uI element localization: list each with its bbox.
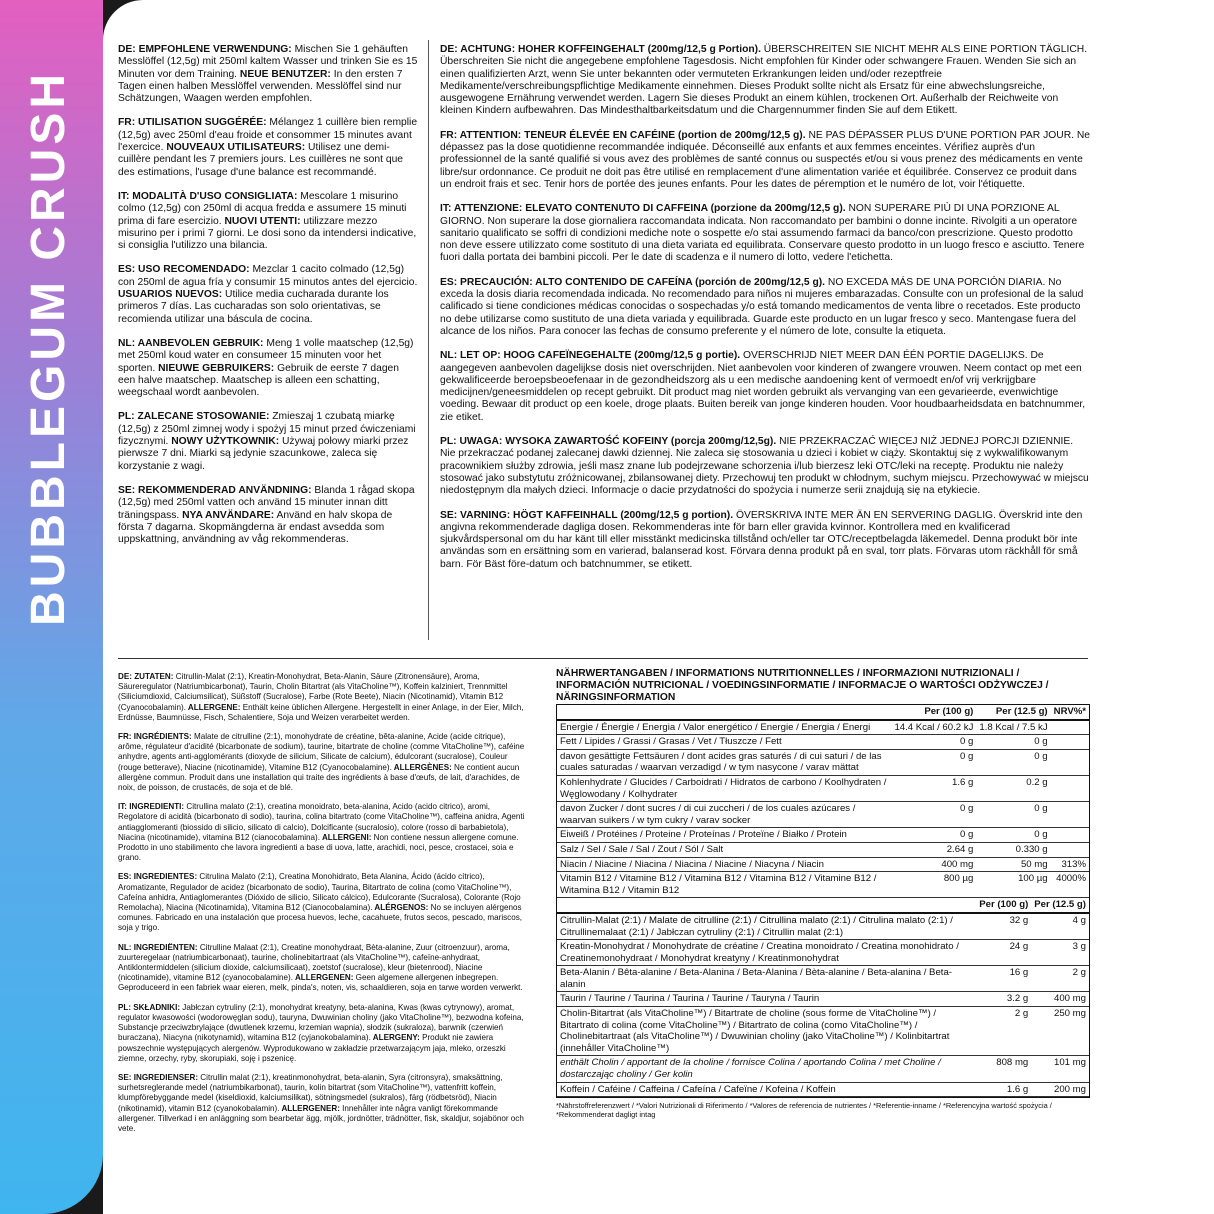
ingredients-paragraph bbox=[118, 943, 528, 994]
usage-column bbox=[118, 44, 418, 558]
nutrition-row bbox=[557, 842, 1089, 857]
usage-paragraph bbox=[118, 44, 418, 105]
ingredients-label: ALLERGENI: bbox=[320, 832, 372, 842]
ingredients-paragraph bbox=[118, 872, 528, 933]
usage-label: NUOVI UTENTI: bbox=[221, 215, 301, 227]
usage-label: SE: REKOMMENDERAD ANVÄNDNING: bbox=[118, 484, 312, 496]
warning-text: NON SUPERARE PIÙ DI UNA PORZIONE AL GIORNO. Non superare la dose giornaliera raccomandata indicata. Non raccomandato per bambini o donne incinte. Rivolgiti a un operatore sanitario qualificato se soffri di condizioni mediche note o sospette e/o stai assumendo farmaci da banco/con prescrizione. Questo prodotto non deve essere utilizzato come sostituto di una dieta variata ed equilibrata. Conservare questo prodotto in un luogo fresco e asciutto. Tenere fuori dalla portata dei bambini piccoli. Per le date di scadenza e il numero di lotto, vedere l'etichetta. bbox=[440, 203, 1085, 264]
nutrient-per100: 2.64 g bbox=[891, 842, 976, 857]
ingredients-label: FR: INGRÉDIENTS: bbox=[118, 732, 192, 742]
active-ingredient-row bbox=[557, 1007, 1089, 1056]
warning-label: ES: PRECAUCIÓN: ALTO CONTENIDO DE CAFEÍNA (porción de 200mg/12,5 g). bbox=[440, 276, 826, 288]
warning-text: ÜBERSCHREITEN SIE NICHT MEHR ALS EINE PORTION TÄGLICH. Überschreiten Sie nicht die angegebene empfohlene Tagesdosis. Nicht empfohlen für Kinder oder schwangere Frauen. Wenden Sie sich an einen qualifizierten Arzt, wenn Sie unter bekannten oder vermuteten Erkrankungen leiden und/oder rezeptfreie Medikamente/verschreibungspflichtige Medikamente einnehmen. Dieses Produkt sollte nicht als Ersatz für eine abwechslungsreiche, ausgewogene Ernährung verwendet werden. Lagern Sie dieses Produkt an einem kühlen, trockenen Ort. Außerhalb der Reichweite von kleinen Kindern aufbewahren. Das Mindesthaltbarkeitsdatum und die Chargennummer finden Sie auf dem Etikett. bbox=[440, 44, 1088, 117]
usage-text: Mezclar 1 cacito colmado (12,5g) con 250ml de agua fría y consumir 15 minutos antes del ejercicio. bbox=[118, 264, 418, 288]
usage-paragraph bbox=[118, 264, 418, 325]
usage-paragraph bbox=[118, 117, 418, 178]
usage-text: In den ersten 7 Tagen einen halben Messlöffel verwenden. Messlöffel sind nur Schätzungen, Waagen werden empfohlen. bbox=[118, 68, 403, 105]
header-per125: Per (12.5 g) bbox=[976, 705, 1050, 720]
ingredients-label: ALLERGENE: bbox=[185, 702, 241, 712]
ingredients-label: ALLERGENEN: bbox=[293, 973, 354, 983]
usage-text: Mescolare 1 misurino colmo (12,5g) con 250ml di acqua fredda e assumere 15 minuti prima di fare esercizio. bbox=[118, 190, 407, 227]
usage-label: PL: ZALECANE STOSOWANIE: bbox=[118, 411, 270, 423]
ingredients-label: NL: INGREDIËNTEN: bbox=[118, 942, 198, 952]
nutrient-nrv: 4000% bbox=[1051, 872, 1089, 898]
header-per100: Per (100 g) bbox=[976, 898, 1031, 913]
nutrition-row bbox=[557, 720, 1089, 735]
active-ingredient-name: Beta-Alanin / Bêta-alanine / Beta-Alanina / Beta-Alanina / Bèta-alanine / Beta-alanina / Beta-alanin bbox=[557, 966, 976, 992]
nutrient-name: Kohlenhydrate / Glucides / Carboidrati / Hidratos de carbono / Koolhydraten / Węglowodany / Kolhydrater bbox=[557, 775, 891, 801]
ingredients-paragraph bbox=[118, 802, 528, 863]
ingredients-text: No se incluyen alérgenos comunes. Fabricado en una instalación que procesa huevos, leche, cacahuete, frutos secos, pescado, mariscos, soja y trigo. bbox=[118, 903, 523, 933]
nutrition-title: NÄHRWERTANGABEN / INFORMATIONS NUTRITIONNELLES / INFORMAZIONI NUTRIZIONALI / INFORMACIÓN NUTRICIONAL / VOEDINGSINFORMATIE / INFORMACJE O WARTOŚCI ODŻYWCZEJ / NÄRINGSINFORMATION bbox=[556, 668, 1049, 703]
brand-name-vertical bbox=[0, 0, 103, 710]
ingredients-label: ALLERGENER: bbox=[279, 1103, 340, 1113]
ingredients-label: ALÉRGENOS: bbox=[372, 903, 429, 913]
usage-paragraph bbox=[118, 411, 418, 472]
usage-text: Mischen Sie 1 gehäuften Messlöffel (12,5g) mit 250ml kaltem Wasser und trinken Sie es 15 Minuten vor dem Training. bbox=[118, 44, 418, 80]
active-ingredient-row bbox=[557, 992, 1089, 1007]
warning-paragraph bbox=[440, 44, 1090, 118]
usage-paragraph bbox=[118, 485, 418, 546]
nutrient-per125: 0.2 g bbox=[976, 775, 1050, 801]
active-per125: 200 mg bbox=[1031, 1082, 1089, 1097]
nutrition-panel bbox=[556, 668, 1090, 1119]
ingredients-paragraph bbox=[118, 1073, 528, 1134]
ingredients-text: Malate de citrulline (2:1), monohydrate de créatine, bêta-alanine, Acide (acide citrique), arôme, régulateur d'acidité (bicarbonate de sodium), taurine, bitartrate de choline (comme VitaCholine™), caféine anhydre, agents anti-agglomérants (dioxyde de silicium, Silicate de calcium), édulcorant (sucralose), Couleur (rouge betterave), Niacine (nicotinamide), Vitamine B12 (Cyanocobalamine). bbox=[118, 732, 525, 772]
nutrient-per100: 400 mg bbox=[891, 857, 976, 872]
nutrient-nrv: 313% bbox=[1051, 857, 1089, 872]
ingredients-text: Jabłczan cytruliny (2:1), monohydrat kreatyny, beta-alanina, Kwas (kwas cytrynowy), aromat, regulator kwasowości (wodorowęglan sodu), tauryna, Dwuwinian choliny (jako VitaCholine™), bezwodna kofeina, Substancje przeciwzbrylające (dwutlenek krzemu, krzemian wapnia), słodzik (sukraloza), barwnik (czerwień buraczana), Niacyna (nikotynamid), witamina B12 (cyjanokobalamina). bbox=[118, 1002, 524, 1043]
nutrient-per125: 0.330 g bbox=[976, 842, 1050, 857]
ingredients-text: Geen algemene allergenen inbegrepen. Geproduceerd in een fabriek waar eieren, melk, pinda's, noten, vis, schaaldieren, soja en tarwe worden verwerkt. bbox=[118, 973, 523, 993]
usage-label: NOUVEAUX UTILISATEURS: bbox=[163, 142, 306, 154]
nutrient-name: Vitamin B12 / Vitamine B12 / Vitamina B12 / Vitamina B12 / Vitamine B12 / Witamina B12 / Vitamin B12 bbox=[557, 872, 891, 898]
usage-text: Använd en halv skopa de första 7 dagarna. Skopmängderna är endast avsedda som uppskattning, användning av våg rekommenderas. bbox=[118, 509, 393, 546]
nutrient-per125: 100 µg bbox=[976, 872, 1050, 898]
active-per100: 32 g bbox=[976, 913, 1031, 940]
active-per100: 808 mg bbox=[976, 1056, 1031, 1082]
ingredients-text: Enthält keine üblichen Allergene. Hergestellt in einer Anlage, in der Eier, Milch, Erdnüsse, Baumnüsse, Fisch, Schalentiere, Soja und Weizen verarbeitet werden. bbox=[118, 702, 524, 722]
usage-label: DE: EMPFOHLENE VERWENDUNG: bbox=[118, 44, 292, 55]
nrv-footnote: *Nährstoffreferenzwert / *Valori Nutrizionali di Riferimento / *Valores de referencia de nutrientes / *Referentie-inname / *Referencyjna wartość spożycia / *Rekommenderat dagligt intag bbox=[556, 1101, 1052, 1120]
nutrient-per100: 1.6 g bbox=[891, 775, 976, 801]
header-per100: Per (100 g) bbox=[891, 705, 976, 720]
header-per125: Per (12.5 g) bbox=[1031, 898, 1089, 913]
nutrient-name: Fett / Lipides / Grassi / Grasas / Vet / Tłuszcze / Fett bbox=[557, 735, 891, 750]
active-per100: 16 g bbox=[976, 966, 1031, 992]
usage-text: utilizzare mezzo misurino per i primi 7 giorni. Le dosi sono da intendersi indicative, si consiglia l'utilizzo una bilancia. bbox=[118, 215, 417, 252]
warning-text: NIE PRZEKRACZAĆ WIĘCEJ NIŻ JEDNEJ PORCJI DZIENNIE. Nie przekraczać podanej zalecanej dawki dziennej. Nie zaleca się stosowania u dzieci i kobiet w ciąży. Skontaktuj się z wykwalifikowanym pracownikiem służby zdrowia, jeśli masz znane lub podejrzewane schorzenia i/lub bierzesz leki OTC/leki na receptę. Produktu nie należy stosować jako substytutu zróżnicowanej, zbilansowanej diety. Przechowuj ten produkt w chłodnym, suchym miejscu. Przechowywać w miejscu niedostępnym dla małych dzieci. Informacje o dacie przydatności do spożycia i numerze serii znajdują się na etykiecie. bbox=[440, 436, 1089, 497]
ingredients-paragraph bbox=[118, 1003, 528, 1064]
active-ingredient-name: Citrullin-Malat (2:1) / Malate de citrulline (2:1) / Citrullina malato (2:1) / Citrulina malato (2:1) / Citrullinemalaat (2:1) / Jabłczan cytruliny (2:1) / Citrullin malat (2:1) bbox=[557, 913, 976, 940]
active-ingredients-table bbox=[557, 898, 1089, 1097]
nutrient-name: Salz / Sel / Sale / Sal / Zout / Sól / Salt bbox=[557, 842, 891, 857]
nutrition-row bbox=[557, 775, 1089, 801]
active-per100: 3.2 g bbox=[976, 992, 1031, 1007]
ingredients-label: ALLERGÈNES: bbox=[391, 762, 452, 772]
column-divider bbox=[428, 40, 429, 640]
header-empty bbox=[557, 898, 976, 913]
warning-paragraph bbox=[440, 350, 1090, 424]
usage-label: NYA ANVÄNDARE: bbox=[179, 509, 275, 521]
nutrition-row bbox=[557, 857, 1089, 872]
ingredients-label: PL: SKŁADNIKI: bbox=[118, 1002, 181, 1012]
warning-text: NO EXCEDA MÁS DE UNA PORCIÓN DIARIA. No exceda la dosis diaria recomendada indicada. No recomendado para niños ni mujeres embarazadas. Consulte con un profesional de la salud calificado si tiene condiciones médicas conocidas o sospechadas y/o está tomando medicamentos de venta libre o recetados. Este producto no debe utilizarse como sustituto de una dieta variada y equilibrada. Guarde este producto en un lugar fresco y seco. Mantengase fuera del alcance de los niños. Para conocer las fechas de consumo preferente y el número de lote, consulte la etiqueta. bbox=[440, 276, 1084, 337]
nutrient-name: davon Zucker / dont sucres / di cui zuccheri / de los cuales azúcares / waarvan suikers / w tym cukry / varav socker bbox=[557, 802, 891, 828]
active-ingredient-name: enthält Cholin / apportant de la choline / fornisce Colina / aportando Colina / met Choline / dostarczając choliny / Ger kolin bbox=[557, 1056, 976, 1082]
active-per125: 4 g bbox=[1031, 913, 1089, 940]
ingredients-text: Citrullin-Malat (2:1), Kreatin-Monohydrat, Beta-Alanin, Säure (Zitronensäure), Aroma, Säureregulator (Natriumbicarbonat), Taurin, Cholin Bitartrat (als VitaCholine™), Koffein kalziniert, Trennmittel (Siliciumdioxid, Calciumsilicat), Süßstoff (Sucralose), Farbe (Rote Beete), Niacin (Nicotinamid), Vitamin B12 (Cyanocobalamin). bbox=[118, 672, 508, 712]
active-per125: 400 mg bbox=[1031, 992, 1089, 1007]
warning-label: DE: ACHTUNG: HOHER KOFFEINGEHALT (200mg/12,5 g Portion). bbox=[440, 44, 761, 55]
nutrient-name: davon gesättigte Fettsäuren / dont acides gras saturés / di cui saturi / de las cuales saturadas / waarvan verzadigd / w tym nasycone / varav mättat bbox=[557, 749, 891, 775]
ingredients-label: SE: INGREDIENSER: bbox=[118, 1072, 199, 1082]
active-header-row bbox=[557, 898, 1089, 913]
active-ingredient-name: Taurin / Taurine / Taurina / Taurina / Taurine / Tauryna / Taurin bbox=[557, 992, 976, 1007]
ingredients-text: Citrullina malato (2:1), creatina monoidrato, beta-alanina, Acido (acido citrico), aromi, Regolatore di acidità (bicarbonato di sodio), taurina, colina bitartrato (come VitaCholine™), caffeina anidra, Agenti antiagglomeranti (biossido di silicio, silicato di calcio), Dolcificante (sucralosio), colore (rosso di barbabietola), Niacina (nicotinamide), vitamina B12 (cianocobalamina). bbox=[118, 802, 525, 842]
active-per100: 24 g bbox=[976, 940, 1031, 966]
usage-label: IT: MODALITÀ D'USO CONSIGLIATA: bbox=[118, 190, 298, 202]
active-per125: 101 mg bbox=[1031, 1056, 1089, 1082]
active-ingredient-name: Kreatin-Monohydrat / Monohydrate de créatine / Creatina monoidrato / Creatina monohidrato / Creatinemonohydraat / Monohydrat kreatyny / Kreatinmonohydrat bbox=[557, 940, 976, 966]
ingredients-text: Citrullin malat (2:1), kreatinmonohydrat, beta-alanin, Syra (citronsyra), smaksättning, surhetsreglerande medel (natriumbikarbonat), taurin, kolin bitartrat (som VitaCholine™), vattenfritt koffein, klumpförebyggande medel (kiseldioxid, kalciumsilikat), sötningsmedel (sukralos), färg (rödbetsröd), Niacin (nikotinamid), vitamin B12 (cyanokobalamin). bbox=[118, 1072, 503, 1113]
active-per100: 1.6 g bbox=[976, 1082, 1031, 1097]
warning-paragraph bbox=[440, 130, 1090, 191]
ingredients-text: Citrulline Malaat (2:1), Creatine monohydraat, Bèta-alanine, Zuur (citroenzuur), aroma, zuurteregelaar (natriumbicarbonaat), taurine, cholinebitartraat (als VitaCholine™), cafeïne-anhydraat, Antiklontermiddelen (silicium dioxide, calciumsilicaat), zoetstof (sucralose), kleur (bietenrood), Niacine (nicotinamide), vitamine B12 (cyanocobalamine). bbox=[118, 942, 510, 983]
warning-paragraph bbox=[440, 510, 1090, 571]
nutrient-nrv bbox=[1051, 802, 1089, 828]
ingredients-text: Non contiene nessun allergene comune. Prodotto in uno stabilimento che lavora ingredienti a base di uova, latte, arachidi, noci, pesce, crostacei, soia e grano. bbox=[118, 832, 519, 863]
nutrient-name: Eiweiß / Protéines / Proteine / Proteínas / Proteïne / Białko / Protein bbox=[557, 828, 891, 843]
ingredients-label: IT: INGREDIENTI: bbox=[118, 802, 185, 812]
nutrition-table bbox=[557, 705, 1089, 898]
warning-paragraph bbox=[440, 436, 1090, 497]
active-ingredient-row bbox=[557, 913, 1089, 940]
usage-text: Zmieszaj 1 czubatą miarkę (12,5g) z 250ml zimnej wody i spożyj 15 minut przed ćwiczeniami fizycznymi. bbox=[118, 411, 416, 448]
usage-label: NEUE BENUTZER: bbox=[237, 68, 331, 80]
section-divider bbox=[118, 658, 1088, 659]
ingredients-text: Citrulina Malato (2:1), Creatina Monohidrato, Beta Alanina, Ácido (ácido cítrico), Aromatizante, Regulador de acidez (bicarbonato de sodio), Taurina, Bitartrato de colina (como VitaCholine™), Cafeína anhidra, Antiaglomerantes (Dióxido de silicio, Silicato cálcico), Edulcorante (Sucralosa), Colorante (Rojo Remolacha), Niacina (Nicotinamida), Vitamina B12 (Cianocobalamina). bbox=[118, 872, 521, 913]
nutrient-per100: 800 µg bbox=[891, 872, 976, 898]
warning-label: NL: LET OP: HOOG CAFEÏNEGEHALTE (200mg/12,5 g portie). bbox=[440, 350, 741, 362]
nutrient-per125: 50 mg bbox=[976, 857, 1050, 872]
nutrient-per125: 0 g bbox=[976, 735, 1050, 750]
usage-paragraph bbox=[118, 338, 418, 399]
active-ingredient-row bbox=[557, 940, 1089, 966]
active-per125: 3 g bbox=[1031, 940, 1089, 966]
nutrient-per125: 1.8 Kcal / 7.5 kJ bbox=[976, 720, 1050, 735]
warning-text: ÖVERSKRIVA INTE MER ÄN EN SERVERING DAGLIG. Överskrid inte den angivna rekommenderade dagliga dosen. Rekommenderas inte för barn eller gravida kvinnor. Kontrollera med en kvalificerad sjukvårdspersonal om du har känt till eller misstänkt medicinska tillstånd och/eller tar OTC/receptbelagda läkemedel. Denna produkt bör inte användas som en ersättning som en varierad, balanserad kost. Förvara denna produkt på en sval, torr plats. Förvaras utom räckhåll för små barn. För Bäst före-datum och batchnummer, se etikett. bbox=[440, 509, 1083, 570]
active-ingredient-name: Cholin-Bitartrat (als VitaCholine™) / Bitartrate de choline (sous forme de VitaCholine™) / Bitartrato di colina (come VitaCholine™) / Bitartrato de colina (como VitaCholine™) / Cholinebitartraat (als VitaCholine™) / Dwuwinian choliny (jako VitaCholine™) / Kolinbitartrat (innehåller VitaCholine™) bbox=[557, 1007, 976, 1056]
warning-label: IT: ATTENZIONE: ELEVATO CONTENUTO DI CAFFEINA (porzione da 200mg/12,5 g). bbox=[440, 203, 846, 215]
nutrition-table-box bbox=[556, 704, 1090, 1098]
brand-sidebar bbox=[0, 0, 103, 1214]
warning-label: FR: ATTENTION: TENEUR ÉLEVÉE EN CAFÉINE (portion de 200mg/12,5 g). bbox=[440, 129, 806, 141]
usage-label: NIEUWE GEBRUIKERS: bbox=[155, 362, 275, 374]
nutrition-row bbox=[557, 802, 1089, 828]
ingredients-column bbox=[118, 672, 528, 1143]
nutrient-name: Niacin / Niacine / Niacina / Niacina / Niacine / Niacyna / Niacin bbox=[557, 857, 891, 872]
active-ingredient-row bbox=[557, 1082, 1089, 1097]
usage-text: Gebruik de eerste 7 dagen een halve maatschep. Maatschep is alleen een schatting, weegschaal wordt aanbevolen. bbox=[118, 362, 400, 399]
nutrient-per100: 0 g bbox=[891, 749, 976, 775]
usage-label: ES: USO RECOMENDADO: bbox=[118, 264, 250, 276]
usage-label: FR: UTILISATION SUGGÉRÉE: bbox=[118, 117, 267, 129]
ingredients-text: Innehåller inte några vanligt förekommande allergener. Tillverkad i en anläggning som bearbetar ägg, mjölk, jordnötter, trädnötter, fisk, skaldjur, sojabönor och vete. bbox=[118, 1103, 524, 1133]
nutrient-per100: 0 g bbox=[891, 735, 976, 750]
ingredients-paragraph bbox=[118, 732, 528, 793]
nutrient-per125: 0 g bbox=[976, 802, 1050, 828]
nutrient-per100: 0 g bbox=[891, 828, 976, 843]
active-ingredient-name: Koffein / Caféine / Caffeina / Cafeína / Cafeïne / Kofeina / Koffein bbox=[557, 1082, 976, 1097]
nutrient-nrv bbox=[1051, 775, 1089, 801]
usage-text: Meng 1 volle maatschep (12,5g) met 250ml koud water en consumeer 15 minuten voor het sporten. bbox=[118, 337, 414, 374]
header-nrv: NRV%* bbox=[1051, 705, 1089, 720]
usage-text: Blanda 1 rågad skopa (12,5g) med 250ml vatten och använd 15 minuter innan ditt träningspass. bbox=[118, 484, 415, 521]
usage-text: Utilice media cucharada durante los primeros 7 días. Las cucharadas son solo orientativas, se recomienda utilizar una báscula de cocina. bbox=[118, 289, 389, 325]
usage-label: NL: AANBEVOLEN GEBRUIK: bbox=[118, 337, 264, 349]
warning-label: PL: UWAGA: WYSOKA ZAWARTOŚĆ KOFEINY (porcja 200mg/12,5g). bbox=[440, 436, 777, 448]
active-per125: 250 mg bbox=[1031, 1007, 1089, 1056]
brand-name: BUBBLEGUM CRUSH bbox=[22, 70, 75, 626]
usage-label: USUARIOS NUEVOS: bbox=[118, 289, 223, 301]
active-ingredient-row bbox=[557, 1056, 1089, 1082]
ingredients-text: Ne contient aucun allergène commun. Produit dans une installation qui traite des ingrédients à base d'œufs, de lait, d'arachides, de noix, de poisson, de crustacés, de soja et de blé. bbox=[118, 762, 520, 793]
nutrient-name: Energie / Énergie / Energia / Valor energético / Energie / Energia / Energi bbox=[557, 720, 891, 735]
nutrient-per100: 0 g bbox=[891, 802, 976, 828]
active-ingredient-row bbox=[557, 966, 1089, 992]
nutrition-header-row bbox=[557, 705, 1089, 720]
nutrient-per100: 14.4 Kcal / 60.2 kJ bbox=[891, 720, 976, 735]
ingredients-text: Produkt nie zawiera powszechnie występujących alergenów. Wyprodukowano w zakładzie przetwarzającym jaja, mleko, orzeszki ziemne, orzechy, ryby, skorupiaki, soję i pszenicę. bbox=[118, 1033, 506, 1063]
ingredients-label: ALERGENY: bbox=[370, 1033, 420, 1043]
nutrition-row bbox=[557, 735, 1089, 750]
nutrient-nrv bbox=[1051, 749, 1089, 775]
warning-paragraph bbox=[440, 277, 1090, 338]
usage-paragraph bbox=[118, 191, 418, 252]
usage-text: Mélangez 1 cuillère bien remplie (12,5g) avec 250ml d'eau froide et consommer 15 minutes avant l'exercice. bbox=[118, 117, 418, 154]
active-per100: 2 g bbox=[976, 1007, 1031, 1056]
usage-text: Utilisez une demi-cuillère pendant les 7 premiers jours. Les cuillères ne sont que des estimations, l'usage d'une balance est recommandé. bbox=[118, 142, 404, 178]
ingredients-label: ES: INGREDIENTES: bbox=[118, 872, 198, 882]
nutrient-per125: 0 g bbox=[976, 828, 1050, 843]
nutrient-nrv bbox=[1051, 735, 1089, 750]
warnings-column bbox=[440, 44, 1090, 583]
warning-paragraph bbox=[440, 203, 1090, 264]
header-empty bbox=[557, 705, 891, 720]
warning-label: SE: VARNING: HÖGT KAFFEINHALL (200mg/12,5 g portion). bbox=[440, 509, 734, 521]
warning-text: OVERSCHRIJD NIET MEER DAN ÉÉN PORTIE DAGELIJKS. De aangegeven aanbevolen dagelijkse dosis niet overschrijden. Niet aanbevolen voor kinderen of zwangere vrouwen. Neem contact op met een gekwalificeerde beroepsbeoefenaar in de gezondheidszorg als u een medische aandoening kent of vermoedt en/of vrij verkrijgbare medicijnen/geneesmiddelen op recept gebruikt. Dit product mag niet worden gebruikt als vervanging van een gevarieerde, evenwichtige voeding. Bewaar dit product op een koele, droge plaats. Buiten bereik van jonge kinderen houden. Voor houdbaarheidsdata en batchnummer, zie etiket. bbox=[440, 350, 1086, 423]
nutrient-nrv bbox=[1051, 828, 1089, 843]
nutrition-row bbox=[557, 828, 1089, 843]
nutrient-nrv bbox=[1051, 720, 1089, 735]
active-per125: 2 g bbox=[1031, 966, 1089, 992]
ingredients-label: DE: ZUTATEN: bbox=[118, 672, 174, 681]
nutrient-per125: 0 g bbox=[976, 749, 1050, 775]
warning-text: NE PAS DÉPASSER PLUS D'UNE PORTION PAR JOUR. Ne dépassez pas la dose quotidienne recommandée indiquée. Déconseillé aux enfants et aux femmes enceintes. Vérifiez auprès d'un professionnel de la santé qualifié si vous avez des problèmes de santé connus ou suspectés et/ou si vous prenez des médicaments en vente libre/sur ordonnance. Ce produit ne doit pas être utilisé en remplacement d'une alimentation variée et équilibrée. Conservez ce produit dans un endroit frais et sec. Tenir hors de portée des jeunes enfants. Pour les dates de péremption et le numéro de lot, voir l'étiquette. bbox=[440, 129, 1091, 190]
nutrient-nrv bbox=[1051, 842, 1089, 857]
nutrition-row bbox=[557, 872, 1089, 898]
nutrition-row bbox=[557, 749, 1089, 775]
ingredients-paragraph bbox=[118, 672, 528, 723]
usage-label: NOWY UŻYTKOWNIK: bbox=[168, 436, 280, 448]
usage-text: Używaj połowy miarki przez pierwsze 7 dni. Miarki są jedynie szacunkowe, zaleca się korzystanie z wagi. bbox=[118, 436, 409, 472]
